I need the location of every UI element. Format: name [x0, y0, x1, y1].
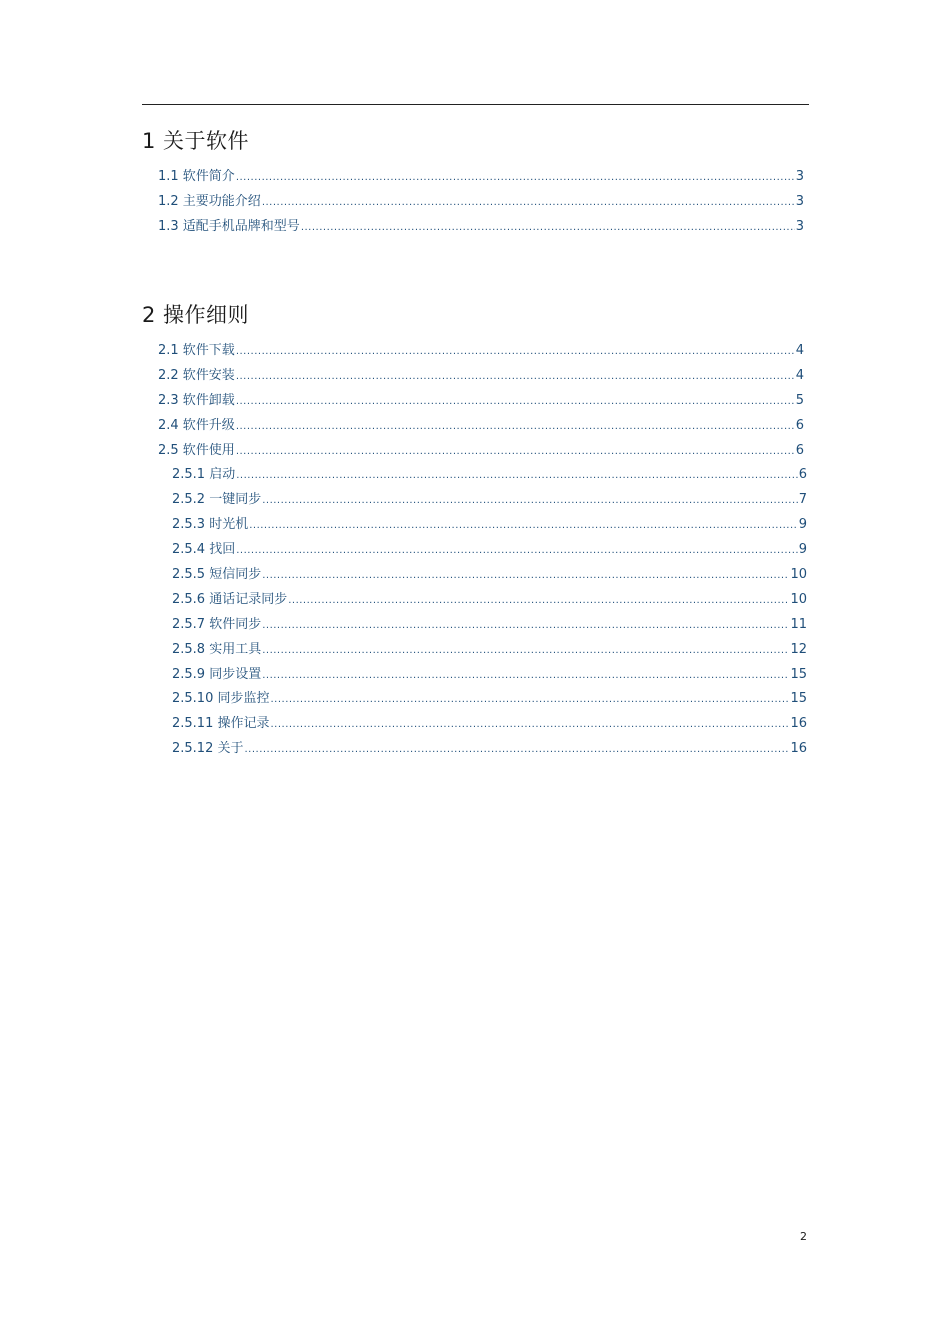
toc-entry[interactable]	[142, 563, 809, 588]
toc-entry-page: 10	[790, 567, 807, 583]
toc-entry-page: 6	[795, 417, 804, 433]
toc-leader-dots	[262, 564, 789, 589]
toc-entry-title: 2.5.6 通话记录同步	[172, 591, 288, 607]
toc-entry[interactable]	[142, 165, 809, 190]
toc-leader-dots	[270, 713, 789, 738]
toc-entry-title: 2.5.11 操作记录	[172, 716, 270, 732]
toc-entry[interactable]	[142, 613, 809, 638]
toc-entry[interactable]	[142, 190, 809, 215]
toc-leader-dots	[236, 365, 795, 390]
toc-entry-page: 6	[798, 467, 807, 483]
page-number: 2	[800, 1230, 807, 1243]
toc-entry-page: 4	[795, 367, 804, 383]
toc-entry[interactable]	[142, 737, 809, 762]
toc-entry[interactable]	[142, 488, 809, 513]
toc-leader-dots	[262, 664, 789, 689]
toc-entry-page: 5	[795, 392, 804, 408]
toc-leader-dots	[236, 464, 798, 489]
toc-entry-title: 2.5.5 短信同步	[172, 567, 262, 583]
toc-list	[142, 339, 809, 762]
toc-entry[interactable]	[142, 463, 809, 488]
toc-leader-dots	[236, 390, 795, 415]
toc-entry-title: 2.4 软件升级	[158, 417, 235, 433]
toc-entry-title: 1.3 适配手机品牌和型号	[158, 218, 300, 234]
toc-entry-title: 2.5.9 同步设置	[172, 666, 262, 682]
toc-entry-page: 16	[790, 741, 807, 757]
toc-entry[interactable]	[142, 215, 809, 240]
toc-entry-page: 3	[795, 218, 804, 234]
toc-leader-dots	[288, 589, 789, 614]
toc-entry-title: 2.2 软件安装	[158, 367, 235, 383]
toc-leader-dots	[262, 639, 789, 664]
toc-entry-page: 9	[798, 542, 807, 558]
toc-list	[142, 165, 809, 240]
toc-entry[interactable]	[142, 538, 809, 563]
toc-entry-page: 6	[795, 442, 804, 458]
toc-entry-title: 2.5.4 找回	[172, 542, 236, 558]
toc-entry-page: 9	[798, 517, 807, 533]
toc-entry-title: 2.5 软件使用	[158, 442, 235, 458]
toc-entry[interactable]	[142, 588, 809, 613]
toc-entry-page: 3	[795, 193, 804, 209]
toc-entry-title: 2.5.3 时光机	[172, 517, 249, 533]
toc-entry[interactable]	[142, 339, 809, 364]
toc-entry-title: 2.5.8 实用工具	[172, 641, 262, 657]
toc-entry[interactable]	[142, 712, 809, 737]
toc-entry-page: 15	[790, 666, 807, 682]
header-rule	[142, 104, 809, 105]
toc-leader-dots	[236, 340, 795, 365]
toc-entry[interactable]	[142, 638, 809, 663]
toc-leader-dots	[262, 489, 798, 514]
toc-leader-dots	[236, 415, 795, 440]
toc-entry-page: 11	[790, 616, 807, 632]
toc-entry[interactable]	[142, 364, 809, 389]
toc-entry-page: 16	[790, 716, 807, 732]
toc-entry-title: 2.3 软件卸载	[158, 392, 235, 408]
toc-entry-title: 2.5.7 软件同步	[172, 616, 262, 632]
toc-entry[interactable]	[142, 663, 809, 688]
toc-entry-page: 10	[790, 591, 807, 607]
toc-section-2	[142, 298, 809, 762]
toc-leader-dots	[301, 216, 795, 241]
toc-leader-dots	[236, 440, 795, 465]
toc-entry-page: 4	[795, 343, 804, 358]
toc-leader-dots	[270, 688, 789, 713]
toc-entry-title: 1.1 软件简介	[158, 169, 235, 184]
toc-leader-dots	[244, 738, 789, 763]
toc-leader-dots	[262, 191, 795, 216]
toc-entry-title: 2.5.2 一键同步	[172, 492, 262, 508]
toc-entry[interactable]	[142, 439, 809, 464]
section-heading: 1 关于软件	[142, 129, 250, 153]
toc-entry-title: 2.5.10 同步监控	[172, 691, 270, 707]
toc-leader-dots	[236, 539, 798, 564]
section-heading: 2 操作细则	[142, 303, 250, 327]
toc-leader-dots	[262, 614, 789, 639]
toc-entry-title: 2.1 软件下载	[158, 343, 235, 358]
toc-entry-title: 2.5.12 关于	[172, 741, 244, 757]
toc-entry-page: 3	[795, 169, 804, 184]
toc-entry[interactable]	[142, 389, 809, 414]
toc-entry-title: 2.5.1 启动	[172, 467, 236, 483]
toc-entry[interactable]	[142, 414, 809, 439]
toc-leader-dots	[236, 166, 795, 191]
toc-entry-page: 15	[790, 691, 807, 707]
toc-section-1	[142, 124, 809, 240]
toc-leader-dots	[249, 514, 798, 539]
toc-entry[interactable]	[142, 513, 809, 538]
toc-entry[interactable]	[142, 687, 809, 712]
toc-entry-page: 7	[798, 492, 807, 508]
toc-entry-title: 1.2 主要功能介绍	[158, 193, 261, 209]
toc-entry-page: 12	[790, 641, 807, 657]
